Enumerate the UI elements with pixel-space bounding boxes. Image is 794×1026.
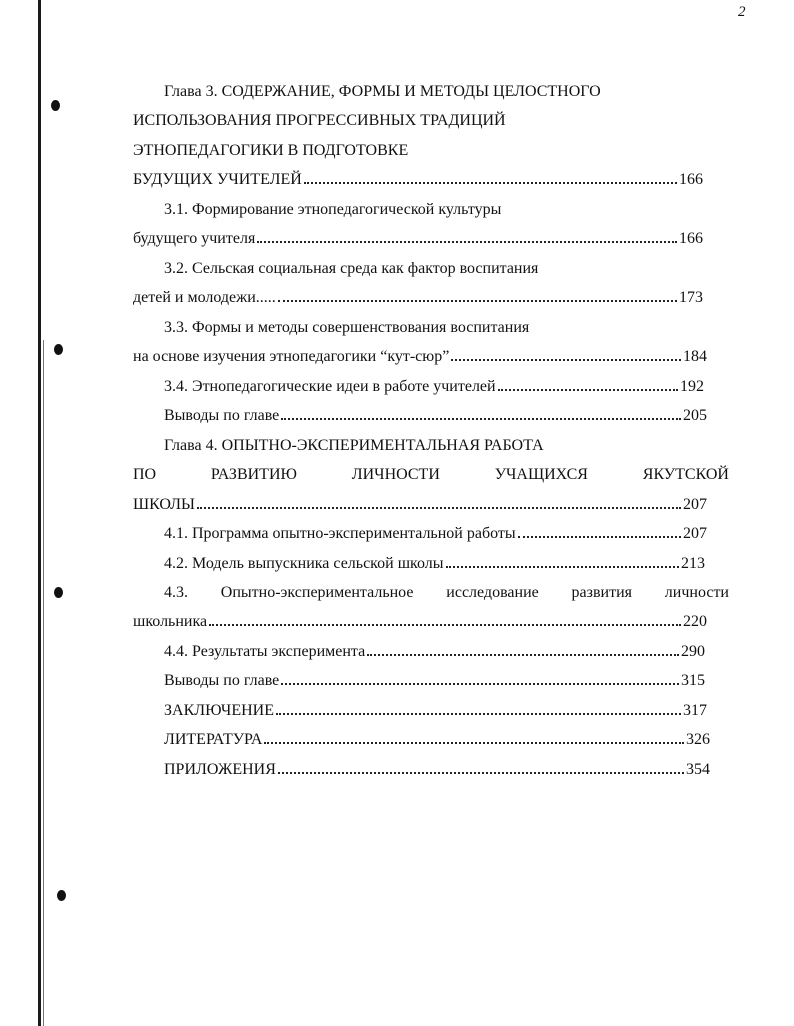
toc-entry-title: Выводы по главе — [164, 407, 280, 424]
dot-leader — [367, 640, 679, 656]
heading-word: ЛИЧНОСТИ — [351, 466, 440, 483]
dot-leader — [278, 758, 684, 774]
heading-word: ПО — [133, 466, 157, 483]
toc-entry-title: детей и молодежи..... — [133, 289, 276, 306]
toc-page-number: 220 — [683, 613, 707, 630]
toc-entry — [164, 699, 707, 723]
dot-leader — [451, 345, 681, 361]
punch-hole — [51, 100, 60, 111]
toc-chapter-heading: Глава 3. СОДЕРЖАНИЕ, ФОРМЫ И МЕТОДЫ ЦЕЛОСТНОГО — [164, 83, 601, 100]
toc-entry — [164, 640, 705, 664]
toc-entry-title: БУДУЩИХ УЧИТЕЛЕЙ — [133, 171, 302, 188]
toc-entry — [133, 168, 703, 192]
toc-entry-title: 3.4. Этнопедагогические идеи в работе учителей — [164, 378, 496, 395]
toc-chapter-heading: ИСПОЛЬЗОВАНИЯ ПРОГРЕССИВНЫХ ТРАДИЦИЙ — [133, 112, 506, 129]
toc-page-number: 207 — [683, 525, 707, 542]
title-word: исследование — [446, 584, 539, 601]
toc-entry-title: 3.2. Сельская социальная среда как фактор воспитания — [164, 260, 539, 277]
dot-leader — [278, 286, 677, 302]
page-mark: 2 — [738, 4, 746, 20]
toc-entry — [164, 375, 704, 399]
toc-entry-title: 3.1. Формирование этнопедагогической культуры — [164, 201, 502, 218]
dot-leader — [518, 522, 681, 538]
toc-entry-title: ПРИЛОЖЕНИЯ — [164, 761, 276, 778]
dot-leader — [304, 168, 677, 184]
toc-entry — [133, 610, 707, 634]
toc-entry-title: ЗАКЛЮЧЕНИЕ — [164, 702, 274, 719]
toc-entry-title: 4.1. Программа опытно-экспериментальной работы — [164, 525, 516, 542]
toc-page-number: 207 — [683, 496, 707, 513]
dot-leader — [281, 404, 681, 420]
dot-leader — [257, 227, 677, 243]
toc-page-number: 354 — [686, 761, 710, 778]
dot-leader — [197, 493, 681, 509]
dot-leader — [209, 610, 681, 626]
toc-page-number: 315 — [681, 672, 705, 689]
punch-hole — [54, 344, 63, 355]
title-word: личности — [664, 584, 729, 601]
toc-entry-title: ЛИТЕРАТУРА — [164, 731, 263, 748]
toc-entry — [133, 227, 703, 251]
title-word: Опытно-экспериментальное — [220, 584, 414, 601]
dot-leader — [498, 375, 678, 391]
heading-word: РАЗВИТИЮ — [210, 466, 297, 483]
toc-entry — [164, 404, 707, 428]
toc-entry — [164, 522, 707, 546]
toc-page-number: 173 — [679, 289, 703, 306]
toc-entry — [133, 286, 703, 310]
dot-leader — [264, 728, 684, 744]
toc-entry-title: Выводы по главе — [164, 672, 280, 689]
dot-leader — [446, 552, 680, 568]
toc-entry — [133, 493, 707, 517]
toc-entry-title: 3.3. Формы и методы совершенствования воспитания — [164, 319, 530, 336]
toc-entry — [164, 552, 705, 576]
toc-entry-title — [164, 581, 729, 605]
toc-page-number: 290 — [681, 643, 705, 660]
toc-entry-title: будущего учителя — [133, 230, 256, 247]
heading-word: ЯКУТСКОЙ — [642, 466, 729, 483]
toc-page-number: 317 — [683, 702, 707, 719]
toc-page-number: 192 — [680, 378, 704, 395]
toc-entry — [164, 758, 710, 782]
title-word: развития — [571, 584, 632, 601]
toc-entry-title: на основе изучения этнопедагогики “кут-сюр” — [133, 348, 450, 365]
title-word: 4.3. — [164, 584, 188, 601]
toc-chapter-heading — [133, 463, 729, 487]
heading-word: УЧАЩИХСЯ — [494, 466, 588, 483]
dot-leader — [276, 699, 681, 715]
toc-chapter-heading: Глава 4. ОПЫТНО-ЭКСПЕРИМЕНТАЛЬНАЯ РАБОТА — [164, 437, 544, 454]
toc-entry-title: школьника — [133, 613, 208, 630]
toc-page-number: 184 — [683, 348, 707, 365]
toc-entry — [133, 345, 707, 369]
toc-chapter-heading: ЭТНОПЕДАГОГИКИ В ПОДГОТОВКЕ — [133, 142, 409, 159]
scan-edge-secondary — [43, 340, 44, 1026]
toc-page-number: 166 — [679, 230, 703, 247]
toc-page-number: 326 — [686, 731, 710, 748]
toc-page-number: 205 — [683, 407, 707, 424]
dot-leader — [281, 669, 679, 685]
toc-entry — [164, 669, 705, 693]
punch-hole — [57, 890, 66, 901]
scan-edge — [38, 0, 41, 1026]
toc-page-number: 166 — [679, 171, 703, 188]
toc-entry-title: ШКОЛЫ — [133, 496, 195, 513]
punch-hole — [54, 587, 63, 598]
toc-entry — [164, 728, 710, 752]
toc-page-number: 213 — [681, 555, 705, 572]
toc-entry-title: 4.2. Модель выпускника сельской школы — [164, 555, 444, 572]
toc-entry-title: 4.4. Результаты эксперимента — [164, 643, 366, 660]
